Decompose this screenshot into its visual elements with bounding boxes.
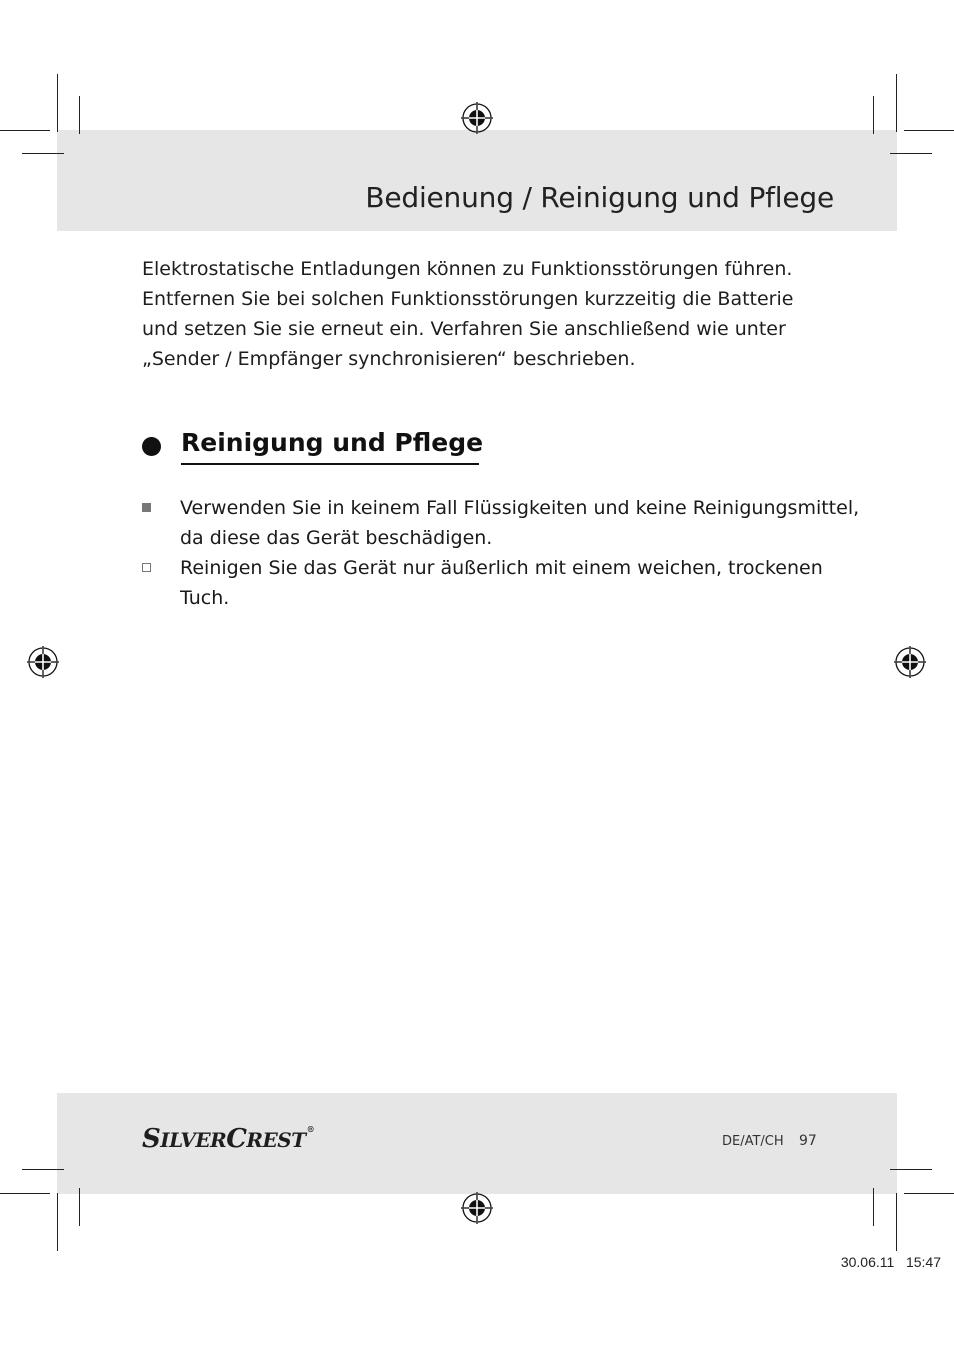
registration-mark-icon [893, 645, 927, 679]
paragraph-line: und setzen Sie sie erneut ein. Verfahren Sie anschließend wie unter [142, 318, 786, 340]
list-item-line: Tuch. [180, 587, 230, 609]
locale-label: DE/AT/CH [722, 1134, 784, 1149]
list-item-line: Reinigen Sie das Gerät nur äußerlich mit einem weichen, trockenen [180, 557, 823, 579]
list-item-text [180, 553, 842, 613]
crop-mark [873, 96, 874, 134]
print-timestamp: 30.06.11 15:47 [840, 1254, 941, 1270]
crop-mark [57, 74, 58, 132]
intro-paragraph [142, 254, 822, 374]
crop-mark [0, 130, 50, 131]
crop-mark [896, 1193, 897, 1251]
section-heading: Reinigung und Pflege [181, 428, 484, 457]
list-item-line: da diese das Gerät beschädigen. [180, 527, 493, 549]
crop-mark [22, 153, 64, 154]
page-title: Bedienung / Reinigung und Pflege [365, 181, 834, 214]
filled-square-bullet-icon [142, 503, 151, 512]
registration-mark-icon [460, 1191, 494, 1225]
registration-mark-icon [460, 101, 494, 135]
empty-square-bullet-icon [142, 563, 151, 572]
crop-mark [79, 1188, 80, 1226]
list-item-text [180, 493, 860, 553]
brand-logo: SILVERCREST® [142, 1124, 315, 1154]
crop-mark [890, 1169, 932, 1170]
crop-mark [22, 1169, 64, 1170]
section-bullet-icon [142, 437, 161, 456]
crop-mark [57, 1193, 58, 1251]
crop-mark [890, 153, 932, 154]
paragraph-line: Elektrostatische Entladungen können zu Funktionsstörungen führen. [142, 258, 793, 280]
crop-mark [904, 130, 954, 131]
paragraph-line: Entfernen Sie bei solchen Funktionsstörungen kurzzeitig die Batterie [142, 288, 794, 310]
section-heading-underline [181, 463, 479, 465]
crop-mark [904, 1193, 954, 1194]
crop-mark [0, 1193, 50, 1194]
crop-mark [896, 74, 897, 132]
crop-mark [873, 1188, 874, 1226]
list-item-line: Verwenden Sie in keinem Fall Flüssigkeiten und keine Reinigungsmittel, [180, 497, 860, 519]
list-item [142, 553, 842, 613]
list-item [142, 493, 860, 553]
paragraph-line: „Sender / Empfänger synchronisieren“ beschrieben. [142, 348, 636, 370]
page-number: 97 [799, 1133, 817, 1149]
crop-mark [79, 96, 80, 134]
registration-mark-icon [26, 645, 60, 679]
